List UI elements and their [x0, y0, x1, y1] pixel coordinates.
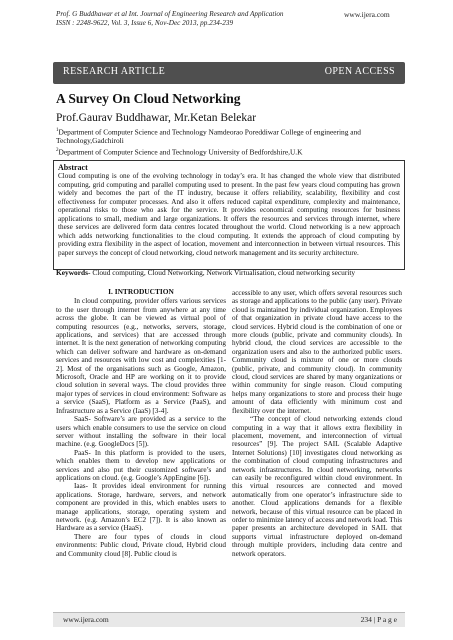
right-column — [232, 289, 402, 558]
access-label: OPEN ACCESS — [324, 66, 395, 77]
citation-line-1: Prof. G Buddhawar et al Int. Journal of Engineering Research and Application — [56, 10, 284, 18]
affiliation-text: Department of Computer Science and Technology University of Bedfordshire,U.K — [58, 147, 303, 157]
affiliation-2 — [56, 147, 401, 157]
page-footer — [53, 612, 405, 627]
keywords-label: Keywords- — [56, 268, 91, 277]
paragraph: accessible to any user, which offers several resources such as storage and applications to the public (any user). Private cloud is maintained by individual organization. Employees of that organization in private cloud have access to the cloud services. Hybrid cloud is the combination of one or more clouds (public, private and community clouds). In hybrid cloud, the cloud services are accessible to the organization users and also to the authorized public users. Community cloud is mixture of one or more clouds (public, private, and community cloud). In community cloud, cloud services are shared by many organizations or within community for single reason. Cloud computing helps many organizations to store and process their huge amount of data efficiently with minimum cost and flexibility over the internet. — [232, 289, 402, 415]
paper-title: A Survey On Cloud Networking — [56, 91, 241, 106]
affiliation-mark: 2 — [56, 148, 59, 153]
footer-url[interactable]: www.ijera.com — [63, 615, 109, 624]
abstract-heading: Abstract — [58, 163, 88, 172]
paragraph: In cloud computing, provider offers various services to the user through internet from anywhere at any time across the globe. It can be viewed as virtual pool of computing resources (e.g., networks, servers, storage, applications, and services) that are accessed through internet. It is the next generation of networking computing which can deliver software and hardware as on-demand services and resources with low cost and complexities [1-2]. Most of the organisations such as Google, Amazon, Microsoft, Oracle and HP are working on it to provide cloud solution in several ways. The cloud provides three major types of services in cloud environment: Software as a service (SaaS), Platform as a Service (PaaS), and Infrastructure as a Service (IaaS) [3-4]. — [56, 297, 226, 415]
section-heading-introduction: I. INTRODUCTION — [108, 287, 174, 296]
article-type-label: RESEARCH ARTICLE — [63, 66, 166, 77]
paragraph: SaaS- Software’s are provided as a service to the users which enable consumers to use the service on cloud server without installing the software in their local machine. (e.g. GoogleDocs [5]). — [56, 415, 226, 449]
affiliation-text: Department of Computer Science and Technology Namdeorao Poreddiwar College of engineering and Technology,Gadchiroli — [56, 127, 361, 146]
header-url[interactable]: www.ijera.com — [344, 10, 390, 19]
paragraph: Iaas- It provides ideal environment for running applications. Storage, hardware, servers, and network component are provided in this, which enables users to manage applications, storage, operating system and network. (e.g. Amazon’s EC2 [7]). It is also known as Hardware as a service (HaaS). — [56, 482, 226, 533]
citation-line-2: ISSN : 2248-9622, Vol. 3, Issue 6, Nov-Dec 2013, pp.234-239 — [56, 19, 234, 27]
author-list: Prof.Gaurav Buddhawar, Mr.Ketan Belekar — [56, 112, 257, 124]
paragraph: There are four types of clouds in cloud environments: Public cloud, Private cloud, Hybrid cloud and Community cloud [8]. Public cloud is — [56, 532, 226, 558]
affiliation-1 — [56, 127, 401, 146]
abstract-box — [53, 160, 405, 270]
keywords-line — [56, 268, 401, 277]
page-number: 234 | P a g e — [360, 615, 397, 624]
paragraph: PaaS- In this platform is provided to the users, which enables them to develop new applications or services and also put their customized software’s and applications on cloud. (e.g. Google’s AppEngine [6]). — [56, 448, 226, 482]
paragraph: “The concept of cloud networking extends cloud computing in a way that it allows extra flexibility in placement, movement, and interconnection of virtual resources” [9]. The project SAIL (Scalable Adaptive Internet Solutions) [10] investigates cloud networking as the combination of cloud computing infrastructures and network infrastructures. In cloud networking, networks can easily be reconfigured within cloud environment. In this virtual resources are connected and moved automatically from one operator’s infrastructure side to another. Cloud applications demands for a flexible network, because of this virtual resource can be placed in order to minimize latency of access and network load. This paper presents an architecture developed in SAIL that supports virtual infrastructure deployed on-demand through multiple providers, including data centre and network operators. — [232, 415, 402, 558]
article-banner — [53, 62, 405, 84]
left-column — [56, 288, 226, 558]
keywords-text: Cloud computing, Cloud Networking, Network Virtualisation, cloud networking security — [90, 268, 356, 277]
affiliation-mark: 1 — [56, 128, 59, 133]
abstract-text: Cloud computing is one of the evolving technology in today’s era. It has changed the whole view that distributed computing, grid computing and parallel computing used to present. In the past few years cloud computing has grown widely and becomes the part of the IT industry, because it offers reliability, scalability, flexibility and cost effectiveness for computer processes. And also it offers reduced capital expenditure, complexity and maintenance, operational risks to those who ask for the service. It provides economical computing resources for business applications to small, medium and large organizations. It offers the resources and services through internet, where these services are delivered form data centres located throughout the world. Cloud networking is a new approach which adds networking functionalities to the cloud computing. It extends the approach of cloud computing by providing extra flexibility in the aspect of location, movement and interconnection in between virtual resources. This paper surveys the concept of cloud networking, cloud network management and its security architecture. — [58, 172, 400, 257]
